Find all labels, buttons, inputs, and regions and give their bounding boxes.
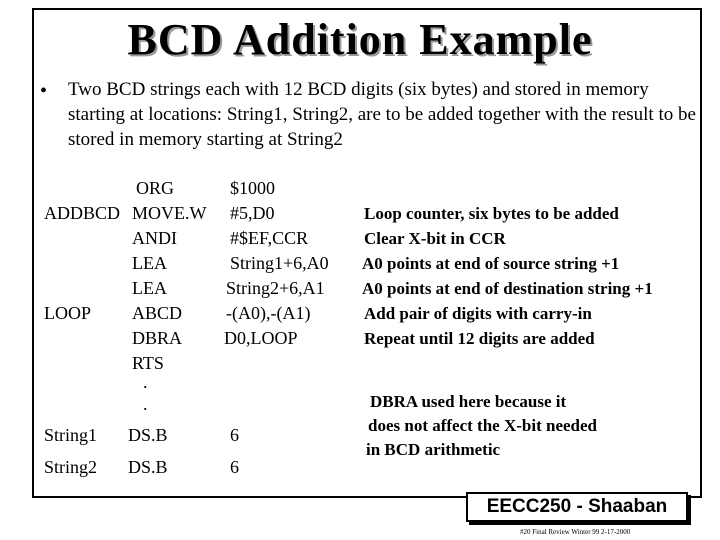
code-comment: A0 points at end of source string +1 [362, 254, 620, 273]
note-line: DBRA used here because it [370, 392, 567, 411]
bullet-marker: • [40, 80, 48, 102]
code-operand: #$EF,CCR [230, 228, 309, 248]
code-comment: Add pair of digits with carry-in [364, 304, 592, 323]
code-operand: -(A0),-(A1) [226, 303, 311, 323]
code-op: DBRA [132, 328, 183, 348]
ellipsis-dot: . [143, 394, 148, 414]
note-line: does not affect the X-bit needed [368, 416, 597, 435]
code-operand: String2+6,A1 [226, 278, 325, 298]
ellipsis-dot: . [143, 372, 148, 392]
footer-slide-info: #20 Final Review Winter 99 2-17-2000 [520, 528, 631, 536]
code-operand: 6 [230, 457, 239, 477]
footer-course-label: EECC250 - Shaaban [466, 492, 688, 522]
code-op: ORG [136, 178, 175, 198]
code-comment: Loop counter, six bytes to be added [364, 204, 619, 223]
code-op: DS.B [128, 425, 168, 445]
code-op: ABCD [132, 303, 183, 323]
code-label: String2 [44, 457, 98, 477]
code-label: ADDBCD [44, 203, 121, 223]
code-comment: Clear X-bit in CCR [364, 229, 506, 248]
code-label: LOOP [44, 303, 92, 323]
code-operand: String1+6,A0 [230, 253, 329, 273]
code-comment: A0 points at end of destination string +1 [362, 279, 653, 298]
code-comment: Repeat until 12 digits are added [364, 329, 595, 348]
code-op: LEA [132, 253, 167, 273]
code-op: RTS [132, 353, 164, 373]
code-op: DS.B [128, 457, 168, 477]
slide-title: BCD Addition Example [127, 15, 593, 64]
code-op: MOVE.W [132, 203, 207, 223]
code-op: ANDI [132, 228, 177, 248]
code-operand: #5,D0 [230, 203, 275, 223]
code-operand: 6 [230, 425, 239, 445]
bullet-text: Two BCD strings each with 12 BCD digits (six bytes) and stored in memory starting at locations: String1, String2, are to be added together with the result to be stored in memory starting at String2 [68, 79, 696, 150]
code-op: LEA [132, 278, 167, 298]
code-operand: $1000 [230, 178, 275, 198]
code-label: String1 [44, 425, 98, 445]
code-operand: D0,LOOP [224, 328, 298, 348]
note-line: in BCD arithmetic [366, 440, 501, 459]
